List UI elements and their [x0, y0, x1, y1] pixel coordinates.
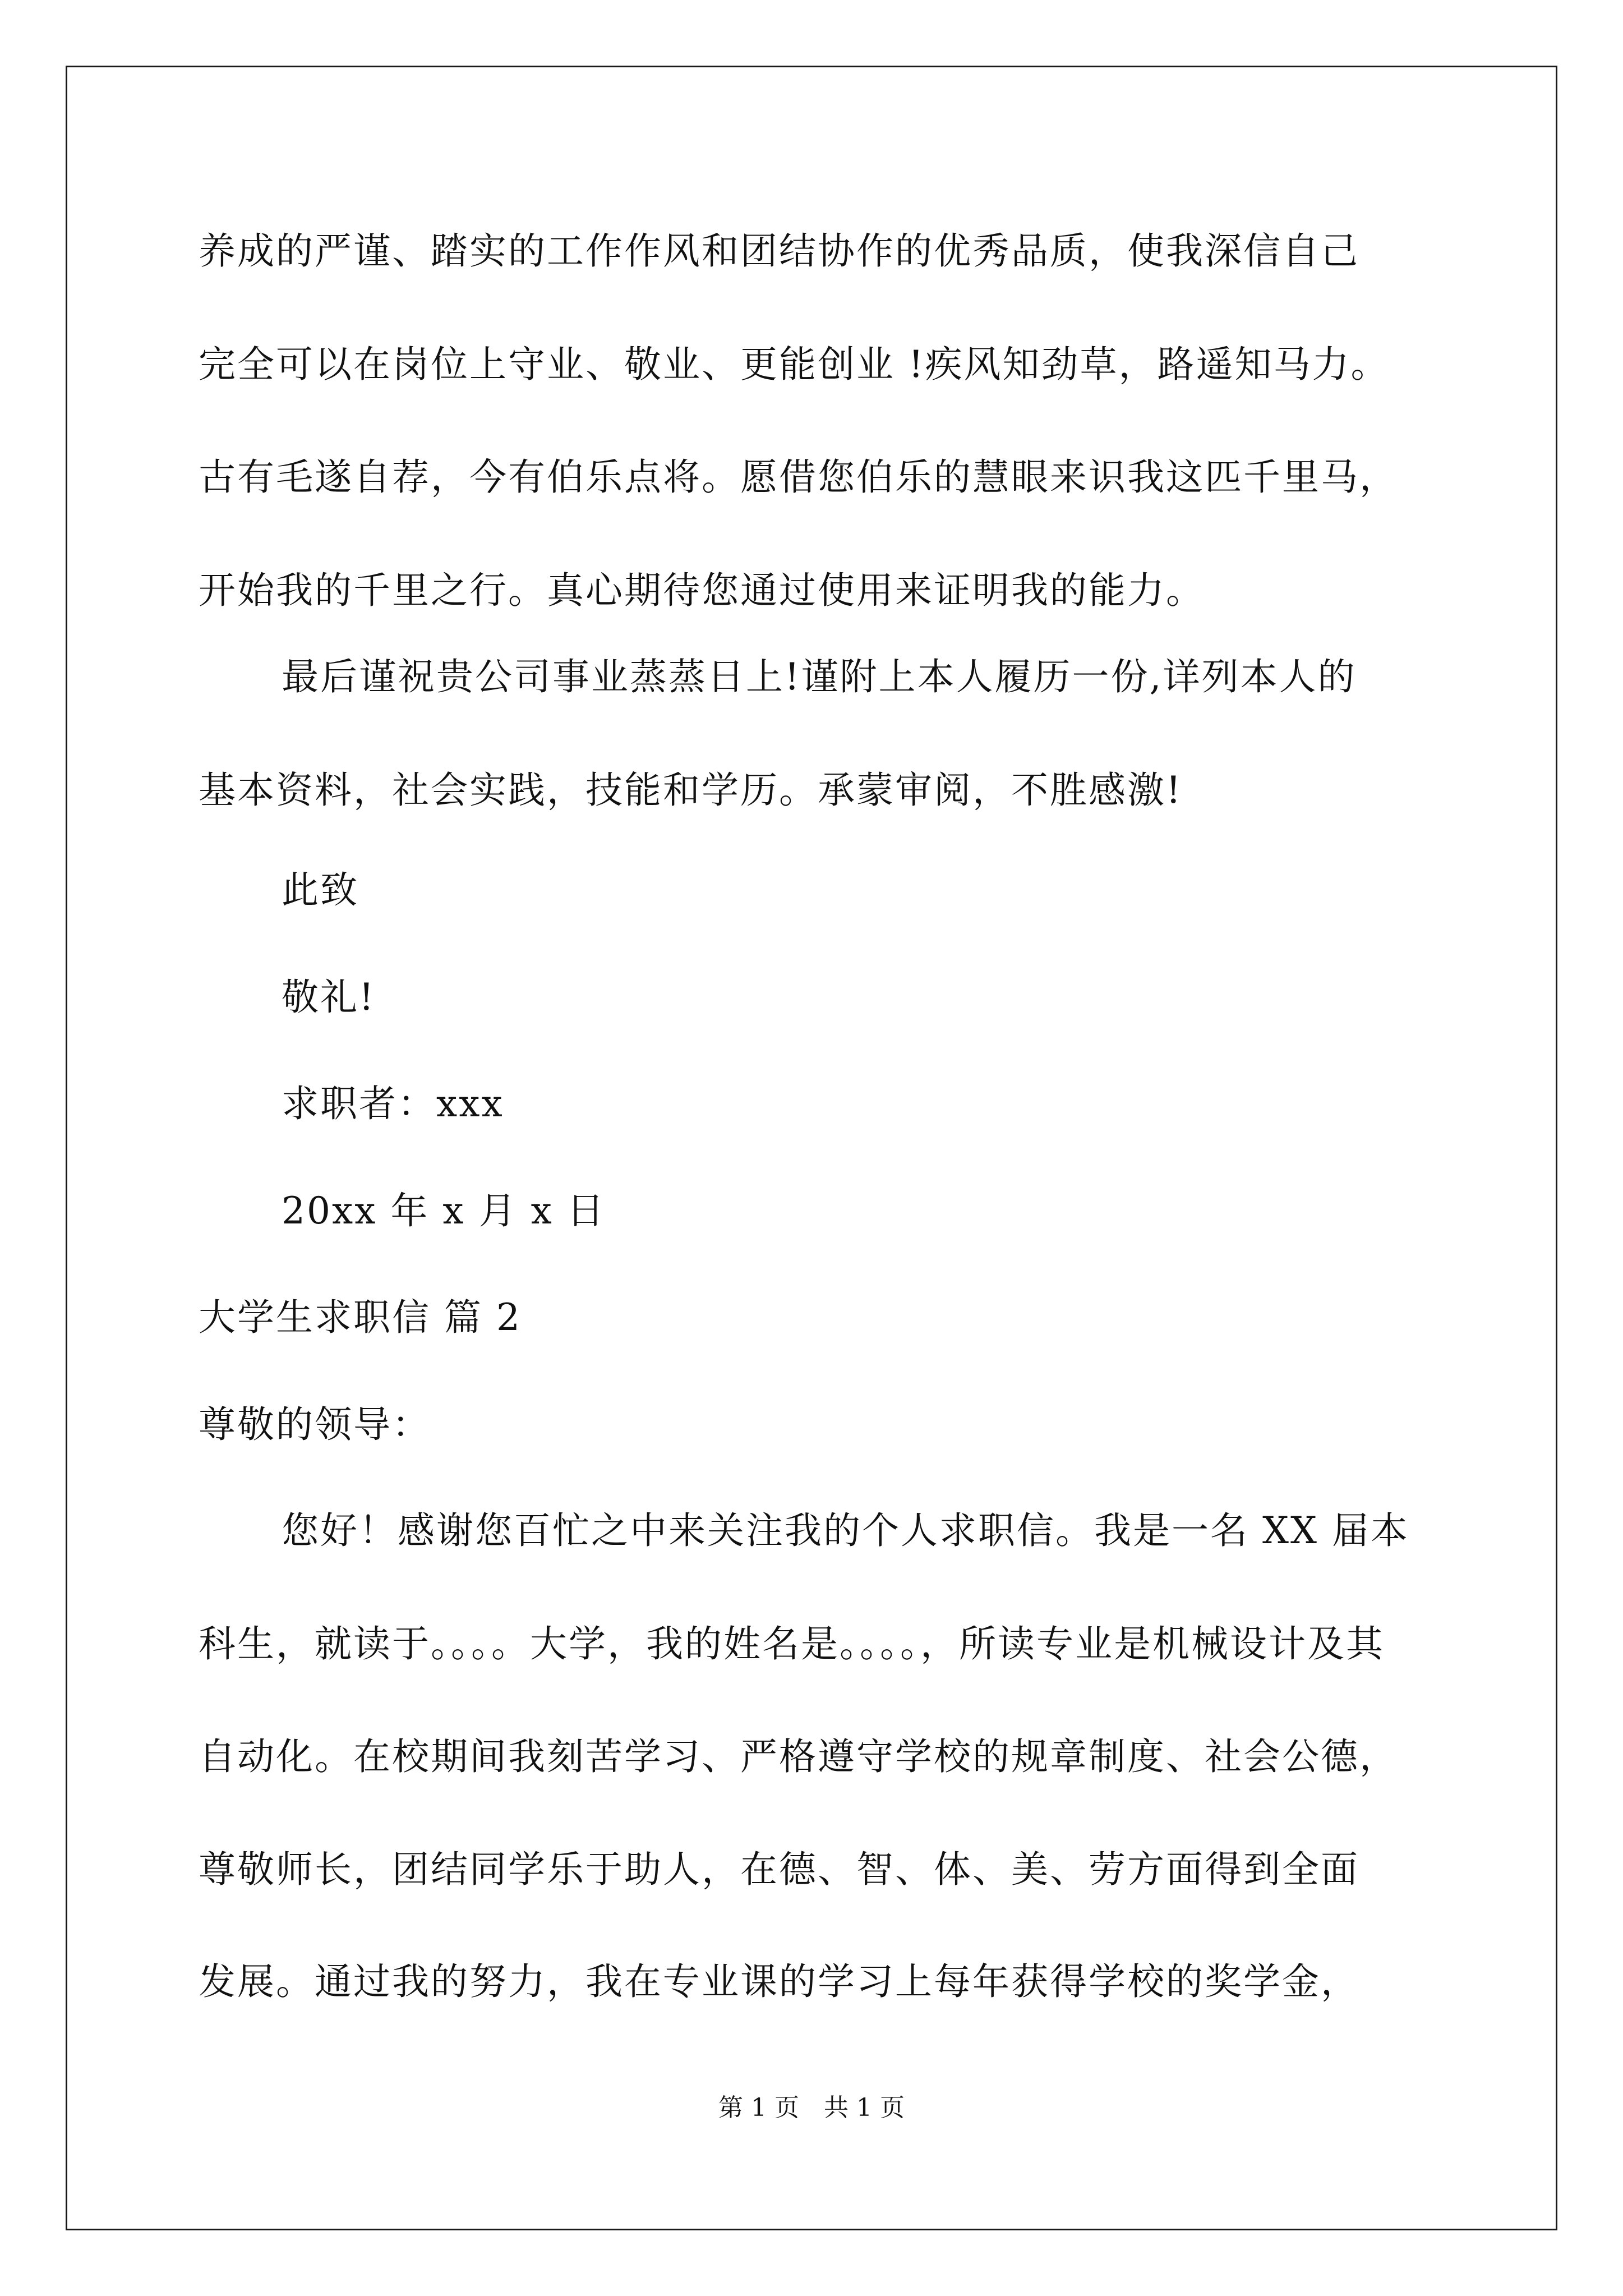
page-number-footer: 第 1 页 共 1 页 — [718, 2093, 905, 2122]
text-line-4: 开始我的千里之行。真心期待您通过使用来证明我的能力。 — [199, 569, 1205, 612]
paragraph-intro-line-2: 科生，就读于。。。。大学，我的姓名是。。。。，所读专业是机械设计及其 — [199, 1622, 1385, 1665]
paragraph-closing-wish-line-1: 最后谨祝贵公司事业蒸蒸日上!谨附上本人履历一份,详列本人的 — [282, 655, 1357, 698]
greeting: 尊敬的领导： — [199, 1403, 431, 1446]
paragraph-intro-line-4: 尊敬师长，团结同学乐于助人，在德、智、体、美、劳方面得到全面 — [199, 1848, 1359, 1891]
applicant-signature: 求职者：xxx — [282, 1082, 504, 1125]
text-line-2: 完全可以在岗位上守业、敬业、更能创业 !疾风知劲草，路遥知马力。 — [199, 343, 1390, 386]
paragraph-intro-line-5: 发展。通过我的努力，我在专业课的学习上每年获得学校的奖学金， — [199, 1960, 1359, 2003]
salutation-cizhi: 此致 — [282, 868, 359, 912]
paragraph-intro-line-1: 您好！感谢您百忙之中来关注我的个人求职信。我是一名 XX 届本 — [282, 1509, 1409, 1552]
paragraph-closing-wish-line-2: 基本资料，社会实践，技能和学历。承蒙审阅，不胜感激! — [199, 769, 1183, 812]
paragraph-intro-line-3: 自动化。在校期间我刻苦学习、严格遵守学校的规章制度、社会公德， — [199, 1735, 1398, 1778]
text-line-1: 养成的严谨、踏实的工作作风和团结协作的优秀品质，使我深信自己 — [199, 229, 1359, 273]
section-heading: 大学生求职信 篇 2 — [199, 1296, 522, 1339]
page-border — [66, 66, 1557, 2230]
letter-date: 20xx 年 x 月 x 日 — [282, 1189, 606, 1232]
salutation-jingli: 敬礼! — [282, 976, 376, 1019]
text-line-3: 古有毛遂自荐，今有伯乐点将。愿借您伯乐的慧眼来识我这匹千里马， — [199, 455, 1398, 499]
